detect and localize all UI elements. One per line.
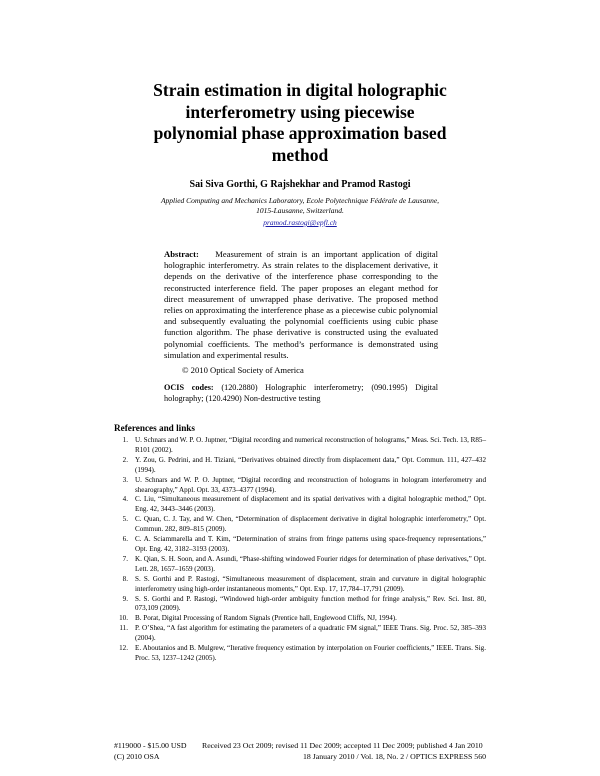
references-heading: References and links — [114, 423, 195, 433]
reference-number: 8. — [122, 574, 128, 583]
reference-item — [114, 614, 486, 624]
reference-text: E. Aboutanios and B. Mulgrew, “Iterative frequency estimation by interpolation on Fourier coefficients,” IEEE. Trans. Sig. Proc. 53, 1237–1242 (2005). — [135, 644, 486, 662]
reference-number: 9. — [122, 594, 128, 603]
reference-number: 3. — [122, 475, 128, 484]
ocis-text: (120.2880) Holographic interferometry; (090.1995) Digital holography; (120.4290) Non-destructive testing — [164, 383, 438, 403]
reference-number: 2. — [122, 455, 128, 464]
reference-item — [114, 575, 486, 595]
reference-item — [114, 644, 486, 664]
reference-item — [114, 555, 486, 575]
title-line: polynomial phase approximation based — [153, 123, 447, 143]
reference-item — [114, 495, 486, 515]
reference-number: 1. — [122, 436, 128, 444]
reference-text: K. Qian, S. H. Soon, and A. Asundi, “Phase-shifting windowed Fourier ridges for determination of phase derivatives,” Opt. Lett. 28, 1657–1659 (2003). — [135, 554, 486, 573]
footer-price: #119000 - $15.00 USD — [114, 741, 187, 750]
reference-number: 7. — [122, 554, 128, 563]
abstract — [164, 249, 438, 361]
references-list — [114, 436, 486, 664]
footer-copyright: (C) 2010 OSA — [114, 752, 160, 761]
copyright: © 2010 Optical Society of America — [182, 365, 304, 375]
reference-text: U. Schnars and W. P. O. Juptner, “Digital recording and numerical reconstruction of holograms,” Meas. Sci. Tech. 13, R85–R101 (2002). — [135, 436, 486, 454]
reference-item — [114, 515, 486, 535]
reference-number: 4. — [122, 495, 128, 504]
title-line: Strain estimation in digital holographic — [153, 80, 447, 100]
reference-item — [114, 624, 486, 644]
abstract-text: Measurement of strain is an important application of digital holographic interferometry. As strain relates to the displacement derivative, it depends on the derivative of the interference phase corresponding to the reconstructed interference field. The paper proposes an elegant method for direct measurement of unwrapped phase derivative. The proposed method relies on approximating the interference phase as a piecewise cubic polynomial and subsequently evaluating the polynomial coefficients using cubic phase function algorithm. The phase derivative is constructed using the evaluated polynomial coefficients. The method’s performance is demonstrated using simulation and experimental results. — [164, 249, 439, 360]
email-link[interactable]: pramod.rastogi@epfl.ch — [263, 218, 337, 227]
reference-number: 11. — [119, 624, 128, 633]
reference-item — [114, 595, 486, 615]
reference-text: Y. Zou, G. Pedrini, and H. Tiziani, “Derivatives obtained directly from displacement data,” Opt. Commun. 111, 427–432 (1994). — [135, 455, 486, 474]
affiliation-line: 1015-Lausanne, Switzerland. — [256, 206, 344, 215]
title-line: interferometry using piecewise — [185, 101, 415, 122]
reference-item — [114, 535, 486, 555]
reference-number: 5. — [122, 515, 128, 524]
reference-number: 6. — [122, 535, 128, 544]
reference-text: C. Quan, C. J. Tay, and W. Chen, “Determination of displacement derivative in digital holographic interferometry,” Opt. Commun. 282, 809–815 (2009). — [135, 515, 486, 534]
reference-text: B. Porat, Digital Processing of Random Signals (Prentice hall, Englewood Cliffs, NJ, 1994). — [135, 614, 397, 623]
reference-item — [114, 456, 486, 476]
footer-dates: Received 23 Oct 2009; revised 11 Dec 2009; accepted 11 Dec 2009; published 4 Jan 2010 — [202, 741, 483, 750]
reference-number: 10. — [119, 614, 128, 623]
abstract-label: Abstract: — [164, 249, 199, 259]
footer-journal: 18 January 2010 / Vol. 18, No. 2 / OPTICS EXPRESS 560 — [303, 752, 486, 761]
reference-text: P. O’Shea, “A fast algorithm for estimating the parameters of a quadratic FM signal,” IEEE Trans. Sig. Proc. 52, 385–393 (2004). — [135, 624, 486, 643]
reference-text: C. Liu, “Simultaneous measurement of displacement and its spatial derivatives with a digital holographic method,” Opt. Eng. 42, 3443–3446 (2003). — [135, 495, 486, 514]
reference-text: S. S. Gorthi and P. Rastogi, “Simultaneous measurement of displacement, strain and curvature in digital holographic interferometry using high-order instantaneous moments,” Opt. Exp. 17, 17,784–17,791 (2009). — [135, 574, 486, 593]
reference-text: S. S. Gorthi and P. Rastogi, “Windowed high-order ambiguity function method for fringe analysis,” Rev. Sci. Inst. 80, 073,109 (2009). — [135, 594, 486, 613]
footer-line-2 — [114, 752, 486, 761]
affiliation-line: Applied Computing and Mechanics Laboratory, Ecole Polytechnique Fédérale de Lausanne, — [160, 196, 440, 205]
paper-title — [100, 80, 500, 166]
affiliation — [100, 196, 500, 216]
reference-item — [114, 476, 486, 496]
reference-item — [114, 436, 486, 456]
title-line: method — [271, 144, 329, 165]
reference-text: U. Schnars and W. P. O. Juptner, “Digital recording and reconstruction of holograms in hologram interferometry and shearography,” Appl. Opt. 33, 4373–4377 (1994). — [135, 475, 486, 494]
reference-text: C. A. Sciammarella and T. Kim, “Determination of strains from fringe patterns using space-frequency representations,” Opt. Eng. 42, 3182–3193 (2003). — [135, 535, 486, 553]
ocis-codes — [164, 382, 438, 404]
footer-line-1 — [114, 741, 486, 750]
ocis-label: OCIS codes: — [164, 383, 214, 392]
reference-number: 12. — [119, 644, 128, 653]
authors: Sai Siva Gorthi, G Rajshekhar and Pramod Rastogi — [189, 179, 411, 190]
